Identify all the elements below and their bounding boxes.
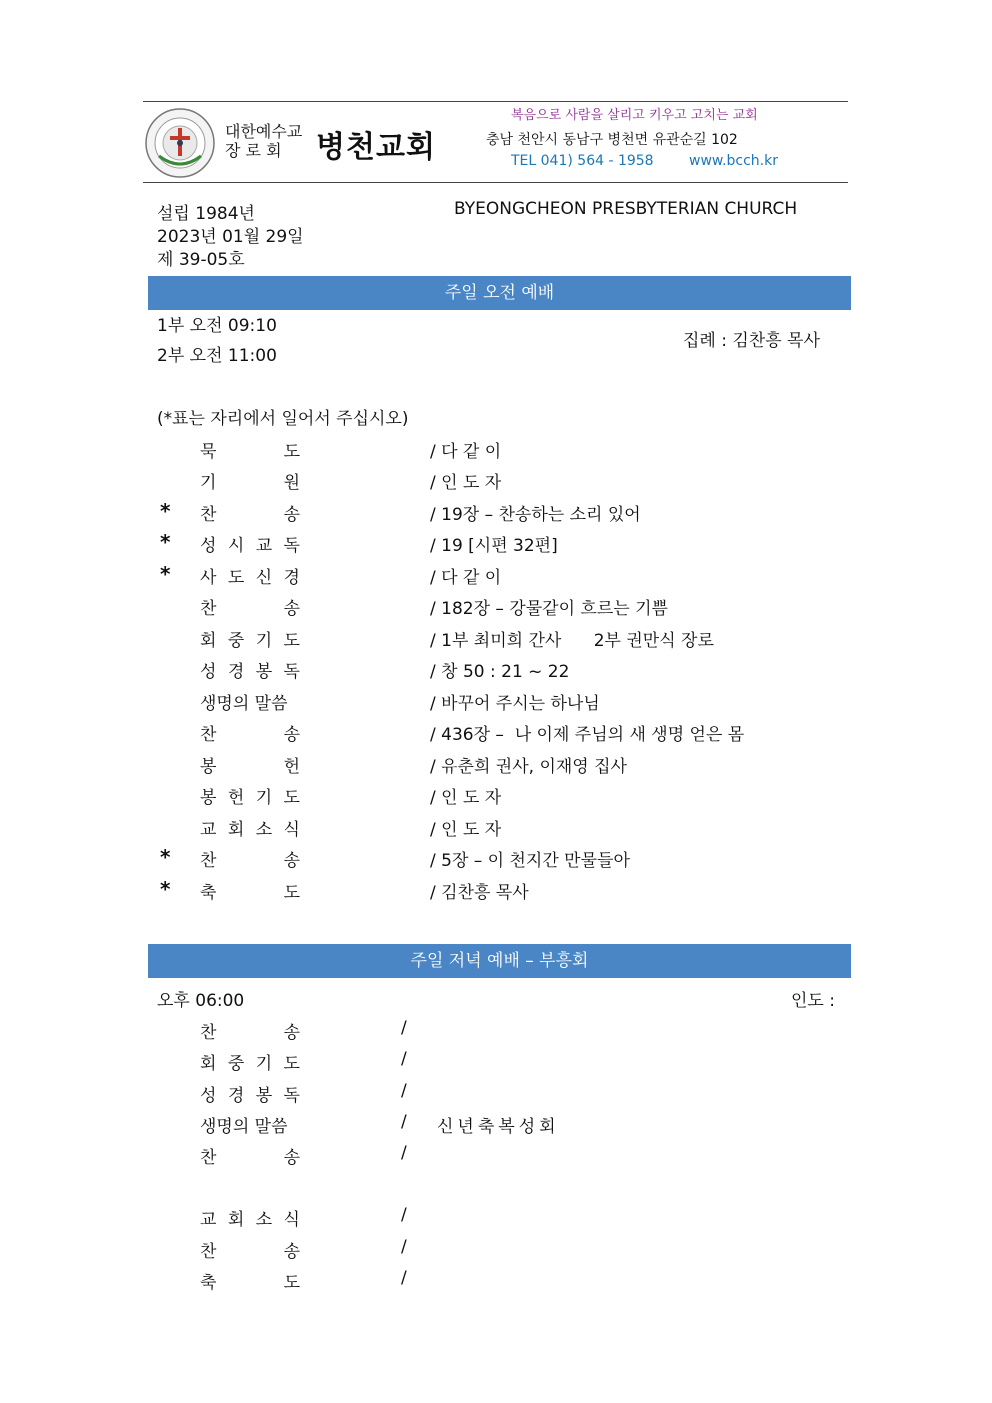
evening-item-label: 찬 송 (200, 1242, 300, 1262)
first-service-time: 1부 오전 09:10 (157, 316, 277, 336)
morning-service-title: 주일 오전 예배 (148, 276, 851, 310)
morning-item-label: 교 회 소 식 (200, 820, 300, 840)
church-address: 충남 천안시 동남구 병천면 유관순길 102 (486, 132, 738, 148)
church-motto: 복음으로 사람을 살리고 키우고 고치는 교회 (511, 108, 758, 123)
morning-item-value: / 창 50 : 21 ~ 22 (430, 662, 570, 682)
morning-item-label: 찬 송 (200, 599, 300, 619)
standing-marker: * (160, 877, 171, 901)
church-name: 병천교회 (316, 130, 436, 165)
morning-item-label: 기 원 (200, 473, 300, 493)
presider: 집례 : 김찬흥 목사 (683, 331, 820, 351)
morning-item-value: / 19장 – 찬송하는 소리 있어 (430, 505, 641, 525)
second-service-time: 2부 오전 11:00 (157, 346, 277, 366)
morning-item-value: / 다 같 이 (430, 442, 502, 462)
evening-item-separator: / (401, 1237, 407, 1257)
evening-item-label: 찬 송 (200, 1148, 300, 1168)
morning-item-label: 회 중 기 도 (200, 631, 300, 651)
morning-item-value: / 436장 – 나 이제 주님의 새 생명 얻은 몸 (430, 725, 745, 745)
morning-item-value: / 김찬흥 목사 (430, 883, 529, 903)
issue-number: 제 39-05호 (157, 250, 245, 270)
evening-item-label: 축 도 (200, 1273, 300, 1293)
church-seal-logo (145, 108, 215, 178)
english-church-name: BYEONGCHEON PRESBYTERIAN CHURCH (454, 199, 798, 219)
header-bottom-rule (143, 182, 848, 183)
evening-item-label: 찬 송 (200, 1023, 300, 1043)
evening-service-time: 오후 06:00 (157, 991, 245, 1011)
evening-item-label: 성 경 봉 독 (200, 1086, 300, 1106)
evening-item-separator: / (401, 1112, 407, 1132)
standing-marker: * (160, 845, 171, 869)
standing-marker: * (160, 562, 171, 586)
evening-item-separator: / (401, 1268, 407, 1288)
standing-marker: * (160, 530, 171, 554)
morning-item-label: 봉 헌 (200, 757, 300, 777)
evening-item-separator: / (401, 1205, 407, 1225)
evening-item-separator: / (401, 1143, 407, 1163)
morning-item-label: 묵 도 (200, 442, 300, 462)
evening-service-title: 주일 저녁 예배 – 부흥회 (148, 944, 851, 978)
morning-item-label: 성 시 교 독 (200, 536, 300, 556)
morning-item-value: / 5장 – 이 천지간 만물들아 (430, 851, 630, 871)
church-website[interactable]: www.bcch.kr (689, 153, 778, 169)
bulletin-date: 2023년 01월 29일 (157, 227, 304, 247)
morning-item-label: 성 경 봉 독 (200, 662, 300, 682)
evening-item-separator: / (401, 1018, 407, 1038)
evening-leader: 인도 : (791, 991, 835, 1011)
evening-item-value: 신년축복성회 (437, 1117, 560, 1137)
morning-item-value: / 다 같 이 (430, 568, 502, 588)
founded-year: 설립 1984년 (157, 204, 255, 224)
morning-item-label: 찬 송 (200, 505, 300, 525)
evening-item-label: 교 회 소 식 (200, 1210, 300, 1230)
header-top-rule (143, 101, 848, 102)
morning-item-value: / 유춘희 권사, 이재영 집사 (430, 757, 627, 777)
morning-item-label: 봉 헌 기 도 (200, 788, 300, 808)
morning-item-value: / 인 도 자 (430, 473, 502, 493)
morning-item-label: 축 도 (200, 883, 300, 903)
morning-item-value: / 인 도 자 (430, 820, 502, 840)
denomination-name: 대한예수교 장 로 회 (225, 122, 303, 160)
evening-item-separator: / (401, 1049, 407, 1069)
standing-marker: * (160, 499, 171, 523)
evening-item-label: 생명의 말씀 (200, 1117, 288, 1137)
evening-item-label: 회 중 기 도 (200, 1054, 300, 1074)
morning-item-label: 생명의 말씀 (200, 694, 288, 714)
morning-item-value: / 1부 최미희 간사 2부 권만식 장로 (430, 631, 714, 651)
morning-item-value: / 182장 – 강물같이 흐르는 기쁨 (430, 599, 668, 619)
morning-item-label: 찬 송 (200, 851, 300, 871)
morning-item-label: 찬 송 (200, 725, 300, 745)
morning-item-value: / 바꾸어 주시는 하나님 (430, 694, 600, 714)
morning-item-value: / 인 도 자 (430, 788, 502, 808)
morning-item-value: / 19 [시편 32편] (430, 536, 558, 556)
standing-note: (*표는 자리에서 일어서 주십시오) (157, 409, 409, 429)
church-phone: TEL 041) 564 - 1958 (511, 153, 654, 169)
evening-item-separator: / (401, 1081, 407, 1101)
morning-item-label: 사 도 신 경 (200, 568, 300, 588)
